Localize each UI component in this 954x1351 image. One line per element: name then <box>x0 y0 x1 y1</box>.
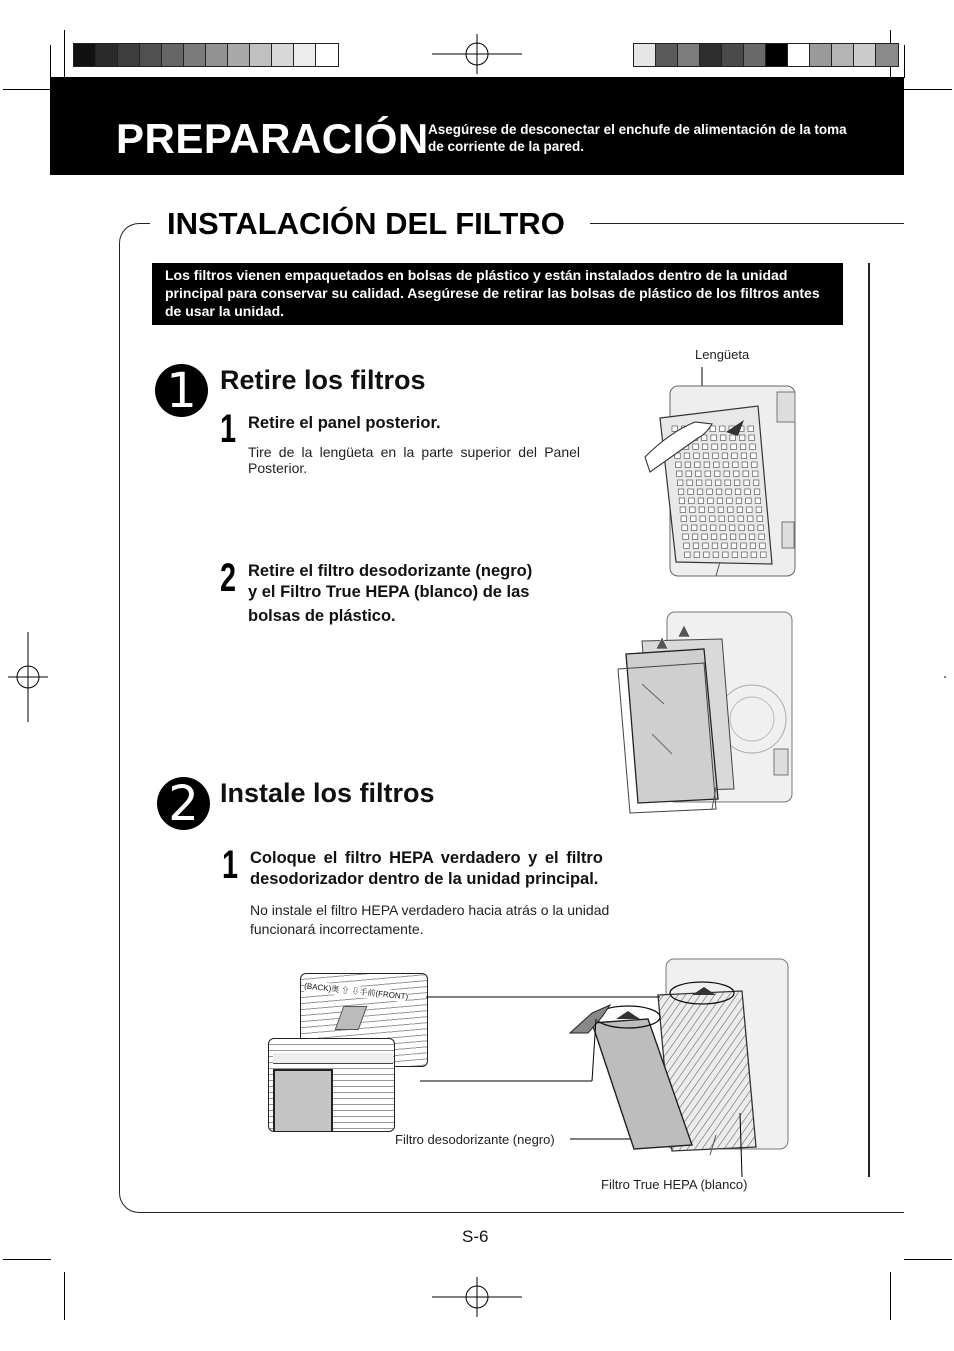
color-swatch <box>316 44 338 66</box>
color-swatch <box>250 44 272 66</box>
panel-vent-hole <box>732 552 738 558</box>
page-number: S-6 <box>462 1227 489 1246</box>
substep-number: 1 <box>222 843 239 887</box>
substep-number: 2 <box>220 556 237 600</box>
panel-vent-hole <box>723 462 729 468</box>
step-title-remove-filters: Retire los filtros <box>220 365 426 395</box>
panel-vent-hole <box>741 543 747 549</box>
panel-vent-hole <box>747 507 753 513</box>
panel-vent-hole <box>735 489 741 495</box>
label-back: (BACK) <box>303 981 332 994</box>
color-swatch <box>700 44 722 66</box>
panel-vent-hole <box>720 435 726 441</box>
panel-vent-hole <box>742 552 748 558</box>
panel-vent-hole <box>718 507 724 513</box>
crop-mark <box>904 89 952 90</box>
step-number-2: 2 <box>157 777 210 830</box>
panel-vent-hole <box>728 507 734 513</box>
panel-vent-hole <box>701 525 707 531</box>
panel-vent-hole <box>719 516 725 522</box>
panel-vent-hole <box>726 489 732 495</box>
panel-vent-hole <box>691 516 697 522</box>
right-rule <box>868 263 870 1177</box>
illustration-remove-back-panel <box>640 362 800 582</box>
panel-vent-hole <box>679 498 685 504</box>
frame-right-mask <box>904 215 944 1220</box>
panel-vent-hole <box>721 444 727 450</box>
panel-vent-hole <box>743 471 749 477</box>
panel-vent-hole <box>684 543 690 549</box>
panel-vent-hole <box>694 552 700 558</box>
substep-heading-line: desodorizador dentro de la unidad principal. <box>250 870 599 888</box>
panel-vent-hole <box>677 471 683 477</box>
crop-mark <box>64 30 65 78</box>
panel-vent-hole <box>702 534 708 540</box>
illustration-install-filters <box>420 955 800 1195</box>
label-back-jp: 奥 <box>330 984 340 995</box>
color-swatch <box>766 44 788 66</box>
panel-vent-hole <box>739 435 745 441</box>
substep-heading-line: y el Filtro True HEPA (blanco) de las <box>248 583 530 601</box>
panel-vent-hole <box>704 462 710 468</box>
panel-vent-hole <box>687 480 693 486</box>
color-swatch <box>876 44 898 66</box>
substep-body-line: funcionará incorrectamente. <box>250 921 424 937</box>
panel-vent-hole <box>712 444 718 450</box>
crop-mark <box>904 1259 952 1260</box>
panel-vent-hole <box>680 507 686 513</box>
panel-vent-hole <box>739 525 745 531</box>
panel-vent-hole <box>720 525 726 531</box>
label-front: (FRONT) <box>375 989 409 1002</box>
panel-vent-hole <box>705 471 711 477</box>
label-front-jp: 手前 <box>359 987 376 998</box>
crop-mark <box>3 1259 51 1260</box>
panel-vent-hole <box>751 453 757 459</box>
panel-vent-hole <box>715 480 721 486</box>
panel-vent-hole <box>733 462 739 468</box>
color-swatch <box>722 44 744 66</box>
panel-vent-hole <box>758 525 764 531</box>
panel-vent-hole <box>745 489 751 495</box>
panel-vent-hole <box>730 534 736 540</box>
substep-heading-line: Retire el filtro desodorizante (negro) <box>248 562 533 580</box>
panel-vent-hole <box>738 516 744 522</box>
color-swatch <box>96 44 118 66</box>
panel-vent-hole <box>729 516 735 522</box>
panel-vent-hole <box>703 453 709 459</box>
step-number-1: 1 <box>155 364 208 417</box>
color-swatch <box>140 44 162 66</box>
color-bar-left <box>73 43 339 67</box>
label-tag <box>335 1006 368 1030</box>
panel-vent-hole <box>731 543 737 549</box>
panel-vent-hole <box>693 444 699 450</box>
color-swatch <box>832 44 854 66</box>
panel-vent-hole <box>741 453 747 459</box>
substep-heading: Retire el panel posterior. <box>248 414 441 432</box>
color-swatch <box>272 44 294 66</box>
caption-hepa-filter: Filtro True HEPA (blanco) <box>601 1177 748 1192</box>
crop-mark <box>50 45 51 78</box>
panel-vent-hole <box>688 489 694 495</box>
step-title-install-filters: Instale los filtros <box>220 778 435 808</box>
registration-mark-left <box>8 632 48 722</box>
panel-vent-hole <box>753 480 759 486</box>
panel-vent-hole <box>760 543 766 549</box>
color-swatch <box>162 44 184 66</box>
panel-vent-hole <box>755 498 761 504</box>
color-swatch <box>118 44 140 66</box>
panel-vent-hole <box>707 489 713 495</box>
panel-vent-hole <box>682 525 688 531</box>
color-bar-right <box>633 43 899 67</box>
substep-heading-line: bolsas de plástico. <box>248 607 396 625</box>
panel-vent-hole <box>686 471 692 477</box>
panel-vent-hole <box>756 507 762 513</box>
panel-vent-hole <box>730 435 736 441</box>
panel-vent-hole <box>691 525 697 531</box>
panel-vent-hole <box>702 444 708 450</box>
panel-vent-hole <box>692 534 698 540</box>
panel-vent-hole <box>713 453 719 459</box>
panel-vent-hole <box>683 534 689 540</box>
panel-vent-hole <box>725 480 731 486</box>
panel-vent-hole <box>736 498 742 504</box>
panel-vent-hole <box>749 534 755 540</box>
color-swatch <box>294 44 316 66</box>
color-swatch <box>206 44 228 66</box>
panel-vent-hole <box>734 480 740 486</box>
panel-vent-hole <box>685 552 691 558</box>
panel-vent-hole <box>714 462 720 468</box>
panel-vent-hole <box>731 444 737 450</box>
panel-vent-hole <box>746 498 752 504</box>
panel-vent-hole <box>689 498 695 504</box>
illustration-remove-filters <box>612 609 797 814</box>
panel-vent-hole <box>710 516 716 522</box>
panel-vent-hole <box>734 471 740 477</box>
panel-vent-hole <box>761 552 767 558</box>
panel-vent-hole <box>750 444 756 450</box>
panel-vent-hole <box>677 480 683 486</box>
panel-vent-hole <box>750 543 756 549</box>
panel-vent-hole <box>715 471 721 477</box>
header-warning: Asegúrese de desconectar el enchufe de alimentación de la toma de corriente de la pared. <box>428 122 847 154</box>
crop-mark <box>904 45 905 78</box>
panel-vent-hole <box>752 462 758 468</box>
color-swatch <box>788 44 810 66</box>
panel-vent-hole <box>722 543 728 549</box>
caption-deodorizer-filter: Filtro desodorizante (negro) <box>395 1132 555 1147</box>
panel-vent-hole <box>697 489 703 495</box>
orientation-label: (BACK)奥 ⇧ ⇩手前(FRONT) <box>303 981 409 1002</box>
color-swatch <box>678 44 700 66</box>
panel-vent-hole <box>678 489 684 495</box>
panel-vent-hole <box>720 426 726 432</box>
panel-vent-hole <box>749 435 755 441</box>
panel-vent-hole <box>737 507 743 513</box>
panel-vent-hole <box>695 462 701 468</box>
color-swatch <box>74 44 96 66</box>
panel-vent-hole <box>681 516 687 522</box>
color-swatch <box>744 44 766 66</box>
detail-inset-edge <box>268 1038 395 1132</box>
panel-vent-hole <box>729 525 735 531</box>
color-swatch <box>634 44 656 66</box>
panel-vent-hole <box>759 534 765 540</box>
color-swatch <box>228 44 250 66</box>
panel-vent-hole <box>717 498 723 504</box>
substep-number: 1 <box>220 407 237 451</box>
panel-vent-hole <box>727 498 733 504</box>
crop-mark <box>3 89 51 90</box>
color-swatch <box>184 44 206 66</box>
color-swatch <box>656 44 678 66</box>
crop-mark <box>890 1272 891 1320</box>
substep-heading-line: Coloque el filtro HEPA verdadero y el filtro <box>250 849 603 867</box>
panel-vent-hole <box>706 480 712 486</box>
panel-vent-hole <box>711 435 717 441</box>
panel-vent-hole <box>696 471 702 477</box>
panel-vent-hole <box>690 507 696 513</box>
panel-vent-hole <box>744 480 750 486</box>
page-title: PREPARACIÓN <box>116 115 429 162</box>
registration-mark-top <box>432 34 522 74</box>
panel-vent-hole <box>742 462 748 468</box>
panel-vent-hole <box>693 543 699 549</box>
panel-vent-hole <box>732 453 738 459</box>
panel-vent-hole <box>704 552 710 558</box>
panel-vent-hole <box>748 426 754 432</box>
color-swatch <box>810 44 832 66</box>
panel-vent-hole <box>709 507 715 513</box>
filter-top-edge <box>273 1053 393 1064</box>
section-title: INSTALACIÓN DEL FILTRO <box>167 206 565 241</box>
panel-vent-hole <box>757 516 763 522</box>
panel-vent-hole <box>708 498 714 504</box>
substep-body-line: No instale el filtro HEPA verdadero hacia atrás o la unidad <box>250 902 610 918</box>
color-swatch <box>854 44 876 66</box>
header-band <box>50 77 904 175</box>
panel-vent-hole <box>723 552 729 558</box>
panel-vent-hole <box>722 453 728 459</box>
panel-vent-hole <box>713 552 719 558</box>
panel-vent-hole <box>711 534 717 540</box>
panel-vent-hole <box>753 471 759 477</box>
notice-box: Los filtros vienen empaquetados en bolsas de plástico y están instalados dentro de la unidad principal para conservar su calidad. Asegúrese de retirar las bolsas de plástico de los filtros antes de usar la unidad. <box>152 263 843 325</box>
substep-body: Tire de la lengüeta en la parte superior del Panel Posterior. <box>248 444 580 476</box>
panel-vent-hole <box>721 534 727 540</box>
panel-vent-hole <box>712 543 718 549</box>
registration-mark-bottom <box>432 1277 522 1317</box>
panel-vent-hole <box>751 552 757 558</box>
panel-vent-hole <box>694 453 700 459</box>
panel-vent-hole <box>698 498 704 504</box>
panel-vent-hole <box>676 462 682 468</box>
panel-vent-hole <box>685 462 691 468</box>
filter-edge <box>273 1069 333 1132</box>
panel-vent-hole <box>710 525 716 531</box>
panel-vent-hole <box>724 471 730 477</box>
panel-vent-hole <box>696 480 702 486</box>
panel-vent-hole <box>716 489 722 495</box>
panel-vent-hole <box>699 507 705 513</box>
panel-vent-hole <box>684 453 690 459</box>
panel-vent-hole <box>672 426 678 432</box>
panel-vent-hole <box>740 444 746 450</box>
panel-vent-hole <box>748 525 754 531</box>
panel-vent-hole <box>700 516 706 522</box>
crop-mark <box>64 1272 65 1320</box>
caption-tab: Lengüeta <box>695 347 750 362</box>
panel-vent-hole <box>754 489 760 495</box>
panel-vent-hole <box>740 534 746 540</box>
panel-vent-hole <box>748 516 754 522</box>
panel-vent-hole <box>703 543 709 549</box>
